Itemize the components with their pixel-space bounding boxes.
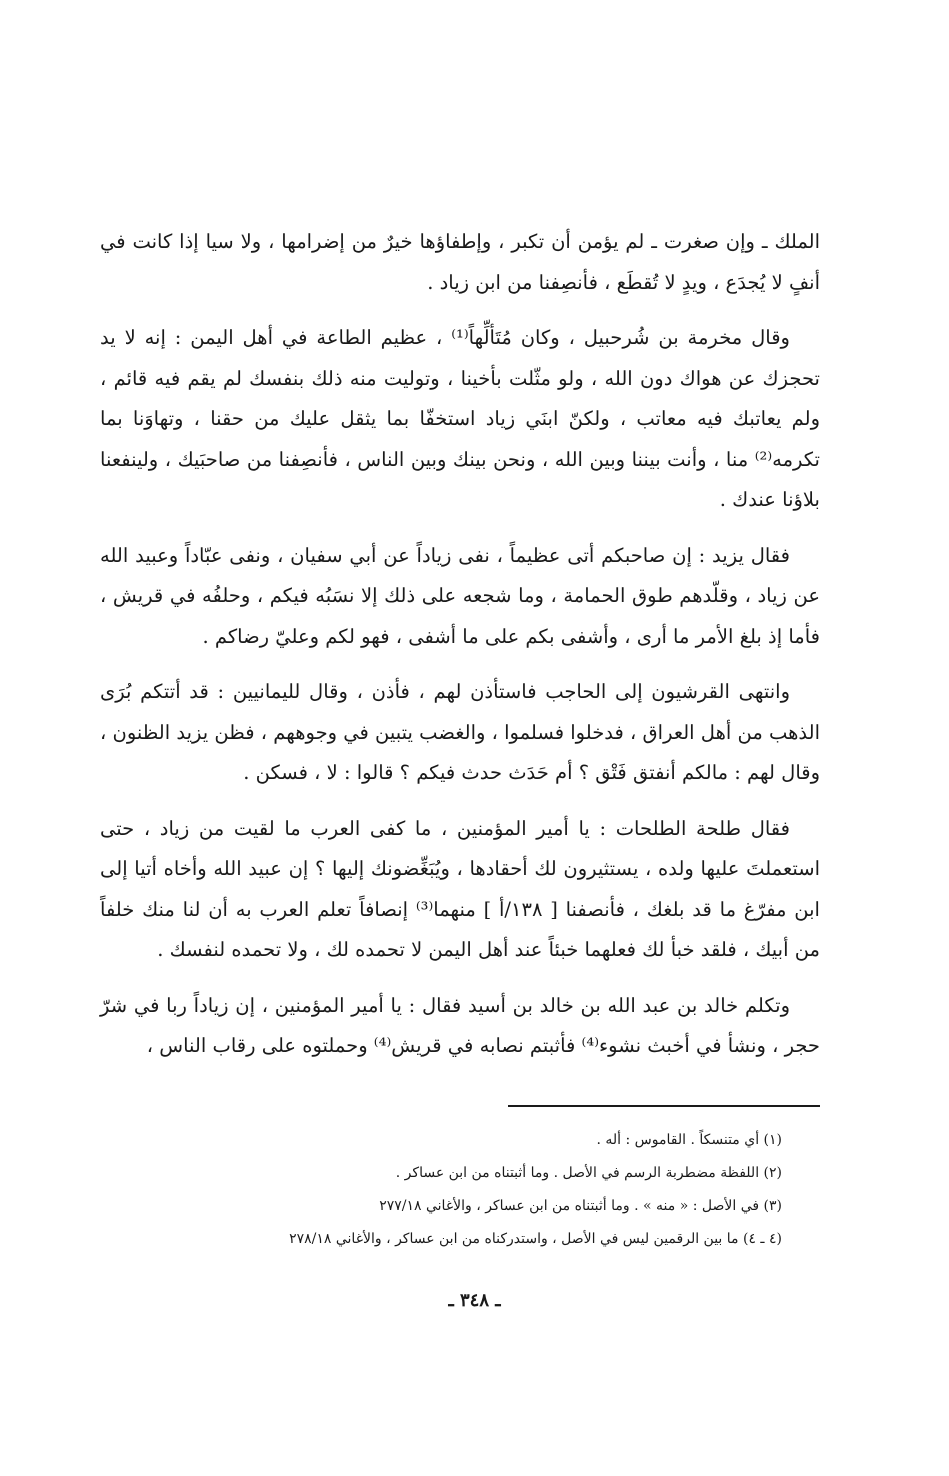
footnotes xyxy=(240,1124,820,1256)
paragraph-6: وتكلم خالد بن عبد الله بن خالد بن أسيد فقال : يا أمير المؤمنين ، إن زياداً ربا في شرّ حجر ، ونشأ في أخبث نشوء⁽⁴⁾ فأثبتم نصابه في قريش⁽⁴⁾ وحملتوه على رقاب الناس ، xyxy=(100,993,820,1057)
page-number: ـ ٣٤٨ ـ xyxy=(448,1290,501,1311)
footnote-1: (١) أي متنسكاً . القاموس : أله . xyxy=(596,1132,782,1148)
paragraph-5: فقال طلحة الطلحات : يا أمير المؤمنين ، ما كفى العرب ما لقيت من زياد ، حتى استعملتَ عليها ولده ، يستثيرون لك أحقادها ، ويُبَغِّضونك إليها ؟ إن عبيد الله وأخاه أتيا إلى ابن مفرّغ ما قد بلغك ، فأنصفنا [ ١٣٨/أ ] منهما⁽³⁾ إنصافاً تعلم العرب به أن لنا منك خلفاً من أبيك ، فلقد خبأ لك فعلهما خبئاً عند أهل اليمن لا تحمده لك ، ولا تحمده لنفسك . xyxy=(100,816,820,961)
paragraph-1: الملك ـ وإن صغرت ـ لم يؤمن أن تكبر ، وإطفاؤها خيرٌ من إضرامها ، ولا سيا إذا كانت في أنفٍ لا يُجدَع ، ويدٍ لا تُقطَع ، فأنصِفنا من ابن زياد . xyxy=(100,230,820,294)
paragraph-3: فقال يزيد : إن صاحبكم أتى عظيماً ، نفى زياداً عن أبي سفيان ، ونفى عبّاداً وعبيد الله عن زياد ، وقلّدهم طوق الحمامة ، وما شجعه على ذلك إلا نسَبُه فيكم ، وحلفُه في قريش ، فأما إذ بلغ الأمر ما أرى ، وأشفى بكم على ما أشفى ، فهو لكم وعليّ رضاكم . xyxy=(100,543,820,648)
paragraph-4: وانتهى القرشيون إلى الحاجب فاستأذن لهم ، فأذن ، وقال لليمانيين : قد أتتكم بُرَى الذهب من أهل العراق ، فدخلوا فسلموا ، والغضب يتبين في وجوههم ، فظن يزيد الظنون ، وقال لهم : مالكم أنفتق فَتْق ؟ أم حَدَث حدث فيكم ؟ قالوا : لا ، فسكن . xyxy=(100,680,820,784)
footnote-3: (٣) في الأصل : « منه » . وما أثبتناه من ابن عساكر ، والأغاني ٢٧٧/١٨ xyxy=(379,1198,782,1214)
footnote-divider xyxy=(508,1105,820,1107)
paragraph-2: وقال مخرمة بن شُرحبيل ، وكان مُتَألِّهاً⁽¹⁾ ، عظيم الطاعة في أهل اليمن : إنه لا يد تحجزك عن هواك دون الله ، ولو مثّلت بأخينا ، وتوليت منه ذلك بنفسك لم يقم فيه قائم ، ولم يعاتبك فيه معاتب ، ولكنّ ابنَي زياد استخفّا بما يثقل عليك من حقنا ، وتهاوَنا بما تكرمه⁽²⁾ منا ، وأنت بيننا وبين الله ، ونحن بينك وبين الناس ، فأنصِفنا من صاحبَيك ، ولينفعنا بلاؤنا عندك . xyxy=(100,326,820,511)
main-text xyxy=(100,222,820,1082)
footnote-4: (٤ ـ ٤) ما بين الرقمين ليس في الأصل ، واستدركناه من ابن عساكر ، والأغاني ٢٧٨/١٨ xyxy=(289,1231,782,1247)
footnote-2: (٢) اللفظة مضطربة الرسم في الأصل . وما أثبتناه من ابن عساكر . xyxy=(395,1165,782,1181)
